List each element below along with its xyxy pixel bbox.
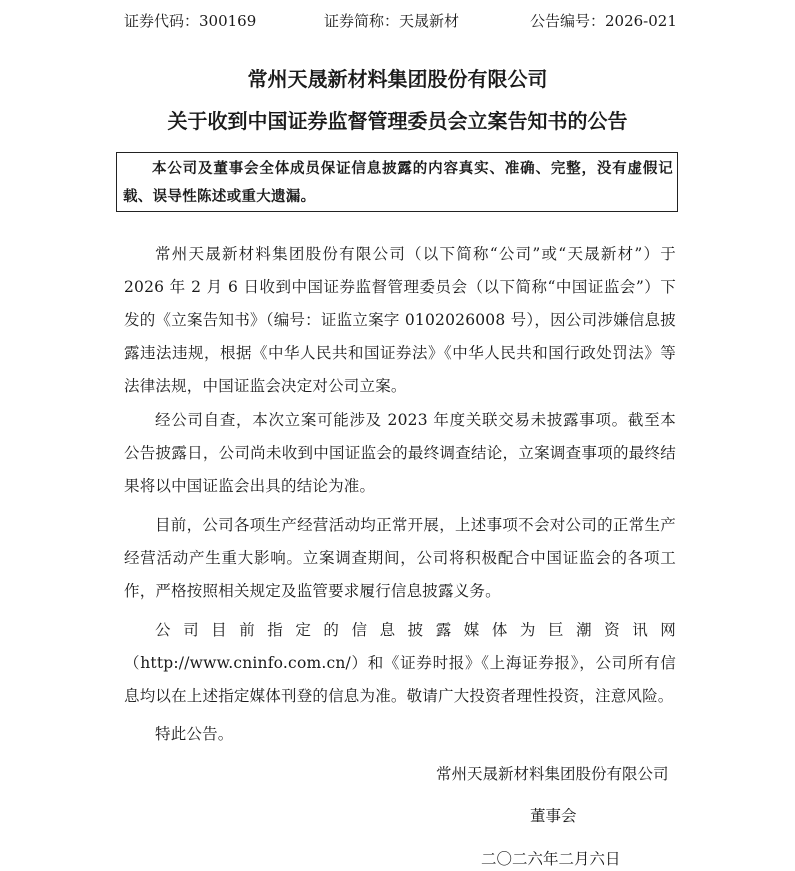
body-paragraph-closing: 特此公告。 bbox=[155, 725, 234, 743]
disclosure-guarantee-notice: 本公司及董事会全体成员保证信息披露的内容真实、准确、完整，没有虚假记载、误导性陈述或重大遗漏。 bbox=[116, 152, 678, 212]
body-paragraph-operations: 目前，公司各项生产经营活动均正常开展，上述事项不会对公司的正常生产经营活动产生重大影响。立案调查期间，公司将积极配合中国证监会的各项工作，严格按照相关规定及监管要求履行信息披露义务。 bbox=[124, 516, 676, 600]
stock-abbreviation: 证券简称：天晟新材 bbox=[324, 12, 460, 30]
body-paragraph-filing-notice: 常州天晟新材料集团股份有限公司（以下简称“公司”或“天晟新材”）于 2026 年 2 月 6 日收到中国证券监督管理委员会（以下简称“中国证监会”）下发的《立案告知书》（编号：证监立案字 0102026008 号），因公司涉嫌信息披露违法违规，根据《中华人民共和国证券法》《中华人民共和国行政处罚法》等法律法规，中国证监会决定对公司立案。 bbox=[124, 245, 676, 395]
announcement-number: 公告编号：2026-021 bbox=[530, 12, 677, 30]
announcement-header bbox=[0, 10, 795, 32]
signature-company: 常州天晟新材料集团股份有限公司 bbox=[436, 765, 669, 783]
body-paragraph-media: 公司目前指定的信息披露媒体为巨潮资讯网（http://www.cninfo.com.cn/）和《证券时报》《上海证券报》，公司所有信息均以在上述指定媒体刊登的信息为准。敬请广大投资者理性投资，注意风险。 bbox=[124, 621, 676, 705]
stock-code: 证券代码：300169 bbox=[124, 12, 257, 30]
signature-date: 二〇二六年二月六日 bbox=[481, 850, 621, 868]
body-paragraph-self-inspection: 经公司自查，本次立案可能涉及 2023 年度关联交易未披露事项。截至本公告披露日，公司尚未收到中国证监会的最终调查结论，立案调查事项的最终结果将以中国证监会出具的结论为准。 bbox=[124, 411, 676, 495]
company-title: 常州天晟新材料集团股份有限公司 bbox=[247, 67, 548, 91]
announcement-title: 关于收到中国证券监督管理委员会立案告知书的公告 bbox=[167, 109, 628, 133]
signature-board: 董事会 bbox=[530, 807, 577, 825]
